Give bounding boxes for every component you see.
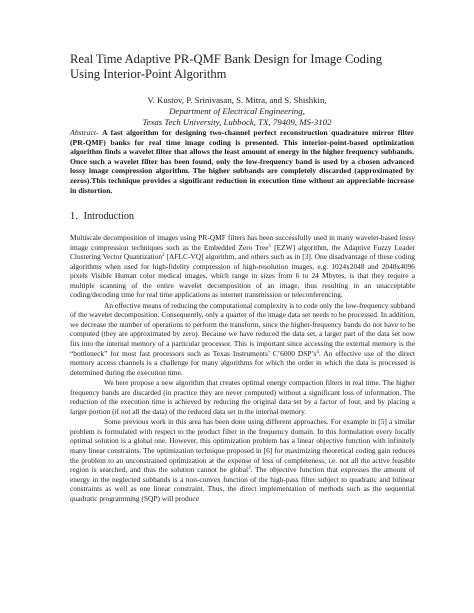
paragraph-text: [AFLC-VQ] algorithm, and others such as in [3]. One disadvantage of these coding algorithms when used for high-fidelity compression of high-resolution images, e.g. 1024x2048 and 2048x4096 pixels Visible Human color medical images, which range in sizes from 6 to 24 Mbytes, is that they require a multiple scanning of the entire wavelet decomposition of an image, thus resulting in an unacceptable coding/decoding time for real time applications as internet transmission or teleconferencing.	[70, 252, 415, 300]
section-body	[70, 233, 415, 504]
paragraph-text: An effective means of reducing the computational complexity is to code only the low-frequency subband of the wavelet decomposition. Consequently, only a quarter of the image data set needs to be processed. In addition, we decrease the number of operations to perform the transform, since the higher-frequency bands do not have to be computed (they are approximated by zero). Because we have reduced the data set, a larger part of the data set now fits into the internal memory of a particular processor. This is important since accessing the external memory is the “bottleneck” for most fast processors such as Texas Instruments’ C’6000 DSP’s	[70, 300, 415, 358]
author-names: V. Kustov, P. Srinivasan, S. Mitra, and S. Shishkin,	[147, 95, 327, 105]
paragraph-text: Some previous work in this area has been done using different approaches. For example in [5] a similar problem is formulated with respect to the product filter in the frequency domain. In this formulation every locally optimal solution is a global one. However, this optimization problem has a linear objective function with infinitely many linear constraints. The optimization technique proposed in [6] for maximizing theoretical coding gain reduces the problem to an unconstrained optimization at the expense of loss of completeness, i.e. not all the active feasible region is searched, and thus the solution cannot be global	[70, 417, 415, 475]
author-university: Texas Tech University, Lubbock, TX, 79409, MS-3102	[142, 117, 332, 128]
reference-superscript: 2	[162, 253, 165, 259]
paragraph-text: . The objective function that expresses the amount of energy in the neglected subbands is a non-convex function of the high-pass filter subject to quadratic and bilinear constraints as well as one linear constraint. Thus, the direct implementation of methods such as the sequential quadratic programming (SQP) will produce	[70, 465, 415, 503]
paragraph-3: We here propose a new algorithm that creates optimal energy compaction filters in real time. The higher frequency bands are discarded (in practice they are never computed) without a significant loss of information. The reduction of the execution time is achieved by reducing the original data set by a factor of four, and by placing a larger portion (if not all the data) of the reduced data set in the internal memory.	[70, 378, 415, 416]
paragraph-4	[70, 417, 415, 503]
abstract-label: Abstract-	[70, 128, 99, 137]
abstract-text: A fast algorithm for designing two-channel perfect reconstruction quadrature mirror filter (PR-QMF) banks for real time image coding is presented. This interior-point-based optimization algorithm finds a wavelet filter that allows the least amount of energy in the higher frequency subbands. Once such a wavelet filter has been found, only the low-frequency band is used by a chosen advanced lossy image compression algorithm. The higher subbands are completely discarded (approximated by zeros).This technique provides a significant reduction in execution time without an appreciable increase in distortion.	[70, 128, 415, 195]
section-heading	[70, 211, 134, 223]
paragraph-text: . An effective use of the direct memory access channels is a challenge for many algorithms for which the order in which the data is processed is determined during the execution time.	[70, 348, 415, 377]
paragraph-text: Multiscale decomposition of images using PR-QMF filters has been successfully used in many wavelet-based lossy image compression techniques such as the Embedded Zero Tree	[70, 233, 415, 252]
author-department: Department of Electrical Engineering,	[169, 106, 305, 117]
paper-title: Real Time Adaptive PR-QMF Bank Design for Image Coding Using Interior-Point Algorithm	[70, 52, 383, 81]
section-number: 1.	[70, 211, 78, 222]
reference-superscript: 3	[248, 466, 251, 472]
section-title: Introduction	[83, 211, 135, 222]
paragraph-1	[70, 233, 415, 300]
paragraph-2	[70, 301, 415, 377]
reference-superscript: 4	[316, 349, 319, 355]
abstract	[70, 128, 414, 195]
paragraph-text: [EZW] algorithm, the Adaptive Fuzzy Leader Clustering Vector Quantization	[70, 242, 415, 262]
author-block	[70, 95, 404, 129]
reference-superscript: 1	[268, 243, 272, 249]
